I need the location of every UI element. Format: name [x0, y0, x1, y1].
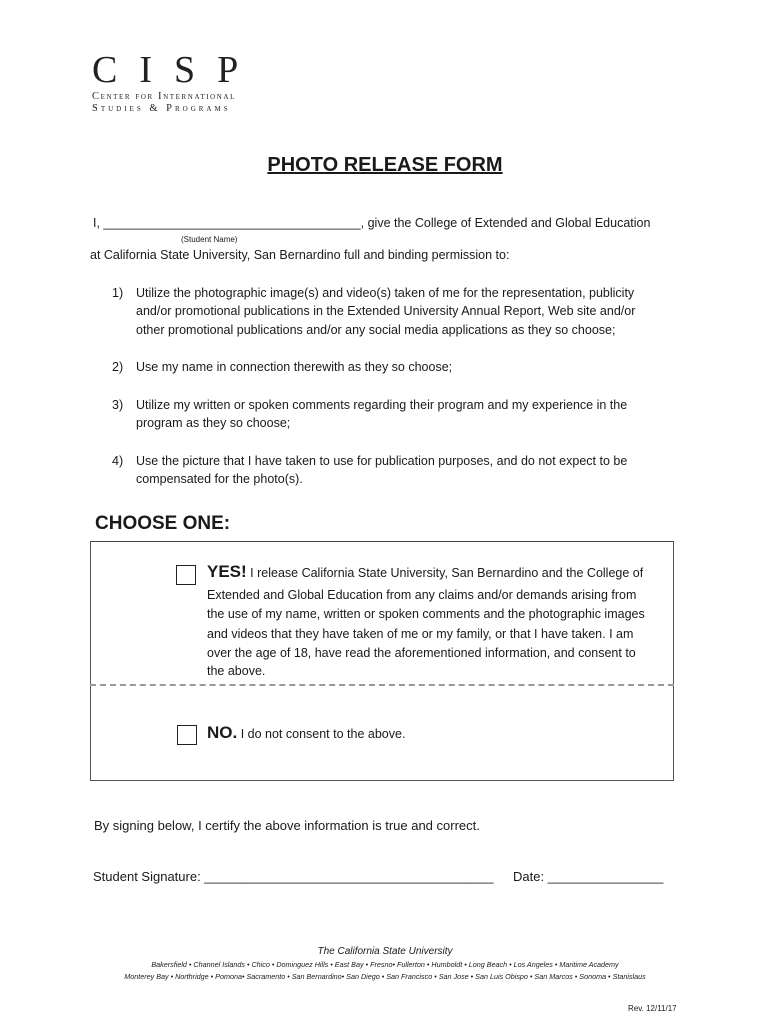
footer-campuses-line2: Monterey Bay • Northridge • Pomona• Sacramento • San Bernardino• San Diego • San Francisco • San Jose • San Luis Obispo • San Marcos • Sonoma • Stanislaus [124, 972, 646, 981]
item-3-number: 3) [112, 398, 124, 412]
yes-text-line5: over the age of 18, have read the aforementioned information, and consent to [207, 646, 636, 660]
footer-campuses-line1: Bakersfield • Channel Islands • Chico • Dominguez Hills • East Bay • Fresno• Fullerton • Humboldt • Long Beach • Los Angeles • Maritime Academy [151, 960, 619, 969]
item-2-number: 2) [112, 360, 124, 374]
item-1-line1: Utilize the photographic image(s) and video(s) taken of me for the representation, publicity [136, 286, 635, 300]
yes-text-line4: and videos that they have taken of me or my family, or that I have taken. I am [207, 627, 634, 641]
yes-text-line2: Extended and Global Education from any claims and/or demands arising from [207, 588, 637, 602]
logo-subtitle-line2: Studies & Programs [92, 103, 231, 114]
no-option-line [207, 724, 405, 743]
choice-divider [90, 684, 674, 686]
item-4-line2: compensated for the photo(s). [136, 472, 303, 486]
student-signature-field[interactable]: Student Signature: ________________________________________ [93, 869, 494, 884]
footer-title: The California State University [317, 946, 453, 957]
no-label: NO. [207, 723, 238, 742]
item-4-number: 4) [112, 454, 124, 468]
item-3-line1: Utilize my written or spoken comments regarding their program and my experience in the [136, 398, 628, 412]
yes-label: YES! [207, 562, 247, 581]
choose-one-heading: CHOOSE ONE: [95, 513, 231, 534]
yes-text-line6: the above. [207, 664, 266, 678]
student-name-label: (Student Name) [181, 235, 238, 244]
item-4-line1: Use the picture that I have taken to use for publication purposes, and do not expect to be [136, 454, 628, 468]
page-title: PHOTO RELEASE FORM [267, 154, 503, 176]
logo-subtitle-line1: Center for International [92, 91, 236, 102]
yes-option-line1 [207, 563, 643, 582]
certify-statement: By signing below, I certify the above information is true and correct. [94, 818, 480, 833]
revision-date: Rev. 12/11/17 [628, 1004, 677, 1013]
date-field[interactable]: Date: ________________ [513, 869, 664, 884]
yes-checkbox[interactable] [176, 565, 196, 585]
no-checkbox[interactable] [177, 725, 197, 745]
item-1-number: 1) [112, 286, 124, 300]
item-1-line2: and/or promotional publications in the Extended University Annual Report, Web site and/or [136, 304, 636, 318]
intro-line1: I, _____________________________________, give the College of Extended and Global Education [93, 216, 651, 230]
intro-line2: at California State University, San Bernardino full and binding permission to: [90, 248, 510, 262]
no-text: I do not consent to the above. [237, 727, 406, 741]
item-2-line1: Use my name in connection therewith as they so choose; [136, 360, 453, 374]
item-3-line2: program as they so choose; [136, 416, 291, 430]
yes-text-line1: I release California State University, San Bernardino and the College of [246, 566, 644, 580]
cisp-logo: CISP [92, 49, 261, 91]
yes-text-line3: the use of my name, written or spoken comments and the photographic images [207, 607, 645, 621]
item-1-line3: other promotional publications and/or any social media applications as they so choose; [136, 323, 616, 337]
